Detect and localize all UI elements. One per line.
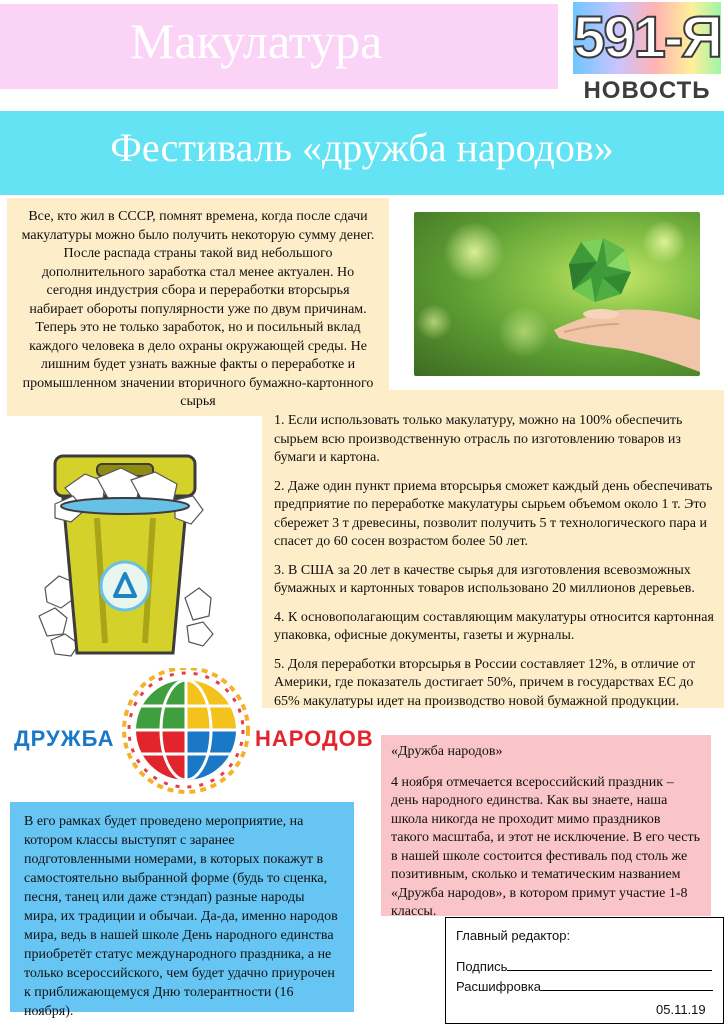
editor-signature-box [445, 917, 724, 1024]
event-description: В его рамках будет проведено мероприятие, на котором классы выступят с заранее подготовленными номерами, в которых покажут в самостоятельно выбранной форме (будь то сценка, песня, танец или даже стэндап) разные народы мира, их традиции и обычаи. Да-да, именно народов мира, ведь в нашей школе День народного единства приобретёт статус международного праздника, а не только всероссийского, чем будет удачно приурочен к приближающемуся Дню толерантности (16 ноября). [10, 802, 354, 1012]
logo-word-druzhba: ДРУЖБА [14, 726, 115, 751]
editor-label: Главный редактор: [456, 928, 571, 943]
fact-item: 5. Доля переработки вторсырья в России составляет 12%, в отличие от Америки, где показатель достигает 50%, причем в государствах ЕС до 65% макулатуры идет на производство новой бумажной продукции. [274, 656, 696, 709]
facts-list [262, 390, 724, 708]
fact-item: 2. Даже один пункт приема вторсырья сможет каждый день обеспечивать предприятие по переработке макулатуры сырьем объемом около 1 т. Это сбережет 3 т древесины, позволит получить 5 т технологического пара и спасет до 60 сосен возрастом более 50 лет. [274, 478, 713, 549]
holiday-note-heading: «Дружба народов» [391, 744, 503, 759]
crumpled-paper-hand-photo [414, 212, 700, 376]
fact-item: 1. Если использовать только макулатуру, можно на 100% обеспечить сырьем всю производственную отрасль по изготовлению товаров из бумаги и картона. [274, 413, 683, 465]
decoding-label: Расшифровка [456, 979, 541, 994]
recycling-bin-icon [35, 448, 215, 666]
logo-word: НОВОСТЬ [583, 77, 711, 104]
intro-text: Все, кто жил в СССР, помнят времена, когда после сдачи макулатуры можно было получить некоторую сумму денег. После распада страны такой вид небольшого дополнительного заработка стал менее актуален. Но сегодня индустрия сбора и переработки вторсырья набирает обороты популярности уже по двум причинам. Теперь это не только заработок, но и посильный вклад каждого человека в дело охраны окружающей среды. Не лишним будет узнать важные факты о переработке и промышленном значении вторичного бумажно-картонного сырья [7, 198, 389, 416]
logo-word-narodov: НАРОДОВ [255, 726, 374, 751]
issue-date: 05.11.19 [656, 1002, 706, 1017]
signature-line [507, 958, 712, 971]
logo-number: 591-Я [573, 2, 721, 74]
fact-item: 4. К основополагающим составляющим макулатуры относится картонная упаковка, офисные документы, газеты и журналы. [274, 609, 714, 643]
decoding-row [456, 978, 713, 994]
page-title: Макулатура [130, 13, 383, 69]
fact-item: 3. В США за 20 лет в качестве сырья для изготовления всевозможных бумажных и картонных товаров использовано 20 миллионов деревьев. [274, 562, 695, 596]
signature-row [456, 958, 712, 974]
holiday-note-text: 4 ноября отмечается всероссийский праздник – день народного единства. Как вы знаете, наша школа никогда не проходит мимо праздников такого масштаба, и этот не исключение. В его честь в нашей школе состоится фестиваль под столь же позитивным, сколько и тематическим названием «Дружба народов», в котором примут участие 1-8 классы. [391, 774, 701, 919]
decoding-line [541, 978, 713, 991]
signature-label: Подпись [456, 959, 508, 974]
newspaper-logo [573, 2, 721, 104]
festival-title: Фестиваль «дружба народов» [110, 125, 614, 170]
holiday-note [381, 735, 711, 919]
